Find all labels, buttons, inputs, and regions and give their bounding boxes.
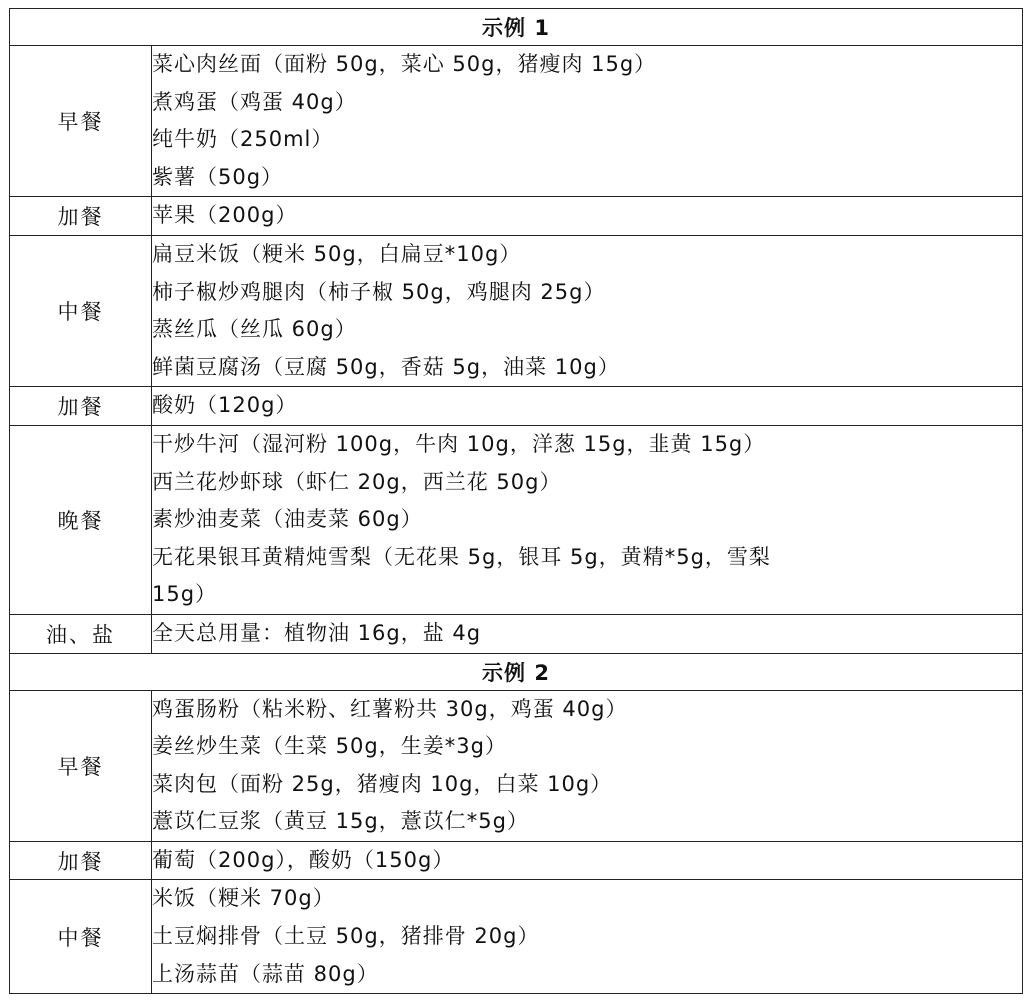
food-item: 薏苡仁豆浆（黄豆 15g，薏苡仁*5g） xyxy=(152,809,529,834)
food-item: 蒸丝瓜（丝瓜 60g） xyxy=(152,317,357,342)
food-item: 姜丝炒生菜（生菜 50g，生姜*3g） xyxy=(152,734,507,759)
food-item: 鲜菌豆腐汤（豆腐 50g，香菇 5g，油菜 10g） xyxy=(152,354,620,379)
meal-label: 加餐 xyxy=(10,197,152,236)
section-title: 示例 2 xyxy=(10,653,1023,690)
food-item: 米饭（粳米 70g） xyxy=(152,886,335,911)
food-item: 素炒油麦菜（油麦菜 60g） xyxy=(152,507,423,532)
food-item: 无花果银耳黄精炖雪梨（无花果 5g，银耳 5g，黄精*5g，雪梨 xyxy=(152,544,771,569)
food-cell xyxy=(152,197,1023,236)
meal-label: 油、盐 xyxy=(10,614,152,653)
table-row xyxy=(10,387,1023,426)
food-item: 土豆焖排骨（土豆 50g，猪排骨 20g） xyxy=(152,924,540,949)
table-row xyxy=(10,880,1023,994)
food-item: 菜肉包（面粉 25g，猪瘦肉 10g，白菜 10g） xyxy=(152,771,613,796)
food-cell xyxy=(152,387,1023,426)
meal-label: 早餐 xyxy=(10,46,152,197)
food-cell xyxy=(152,880,1023,994)
meal-label: 晚餐 xyxy=(10,425,152,614)
food-cell xyxy=(152,425,1023,614)
section-title: 示例 1 xyxy=(10,9,1023,46)
food-item: 上汤蒜苗（蒜苗 80g） xyxy=(152,961,379,986)
food-item: 紫薯（50g） xyxy=(152,164,284,189)
food-cell xyxy=(152,235,1023,386)
food-item: 煮鸡蛋（鸡蛋 40g） xyxy=(152,89,357,114)
food-item: 全天总用量：植物油 16g，盐 4g xyxy=(152,620,482,645)
food-item: 西兰花炒虾球（虾仁 20g，西兰花 50g） xyxy=(152,469,562,494)
food-cell xyxy=(152,614,1023,653)
meal-label: 加餐 xyxy=(10,841,152,880)
food-item: 酸奶（120g） xyxy=(152,393,298,418)
food-item: 纯牛奶（250ml） xyxy=(152,127,334,152)
table-row xyxy=(10,46,1023,197)
food-cell xyxy=(152,46,1023,197)
food-item: 葡萄（200g），酸奶（150g） xyxy=(152,847,455,872)
table-row xyxy=(10,690,1023,841)
meal-label: 加餐 xyxy=(10,387,152,426)
meal-label: 早餐 xyxy=(10,690,152,841)
food-item: 干炒牛河（湿河粉 100g，牛肉 10g，洋葱 15g，韭黄 15g） xyxy=(152,431,766,456)
section-header-row xyxy=(10,9,1023,46)
food-item: 菜心肉丝面（面粉 50g，菜心 50g，猪瘦肉 15g） xyxy=(152,52,657,76)
food-item: 扁豆米饭（粳米 50g，白扁豆*10g） xyxy=(152,241,522,266)
food-item: 柿子椒炒鸡腿肉（柿子椒 50g，鸡腿肉 25g） xyxy=(152,279,606,304)
food-cell xyxy=(152,690,1023,841)
meal-label: 中餐 xyxy=(10,235,152,386)
meal-plan-table xyxy=(9,8,1023,994)
food-item: 15g） xyxy=(152,582,218,607)
table-row xyxy=(10,614,1023,653)
table-row xyxy=(10,235,1023,386)
food-cell xyxy=(152,841,1023,880)
table-row xyxy=(10,425,1023,614)
food-item: 苹果（200g） xyxy=(152,203,298,228)
food-item: 鸡蛋肠粉（粘米粉、红薯粉共 30g，鸡蛋 40g） xyxy=(152,696,628,721)
section-header-row xyxy=(10,653,1023,690)
meal-label: 中餐 xyxy=(10,880,152,994)
table-row xyxy=(10,841,1023,880)
table-row xyxy=(10,197,1023,236)
